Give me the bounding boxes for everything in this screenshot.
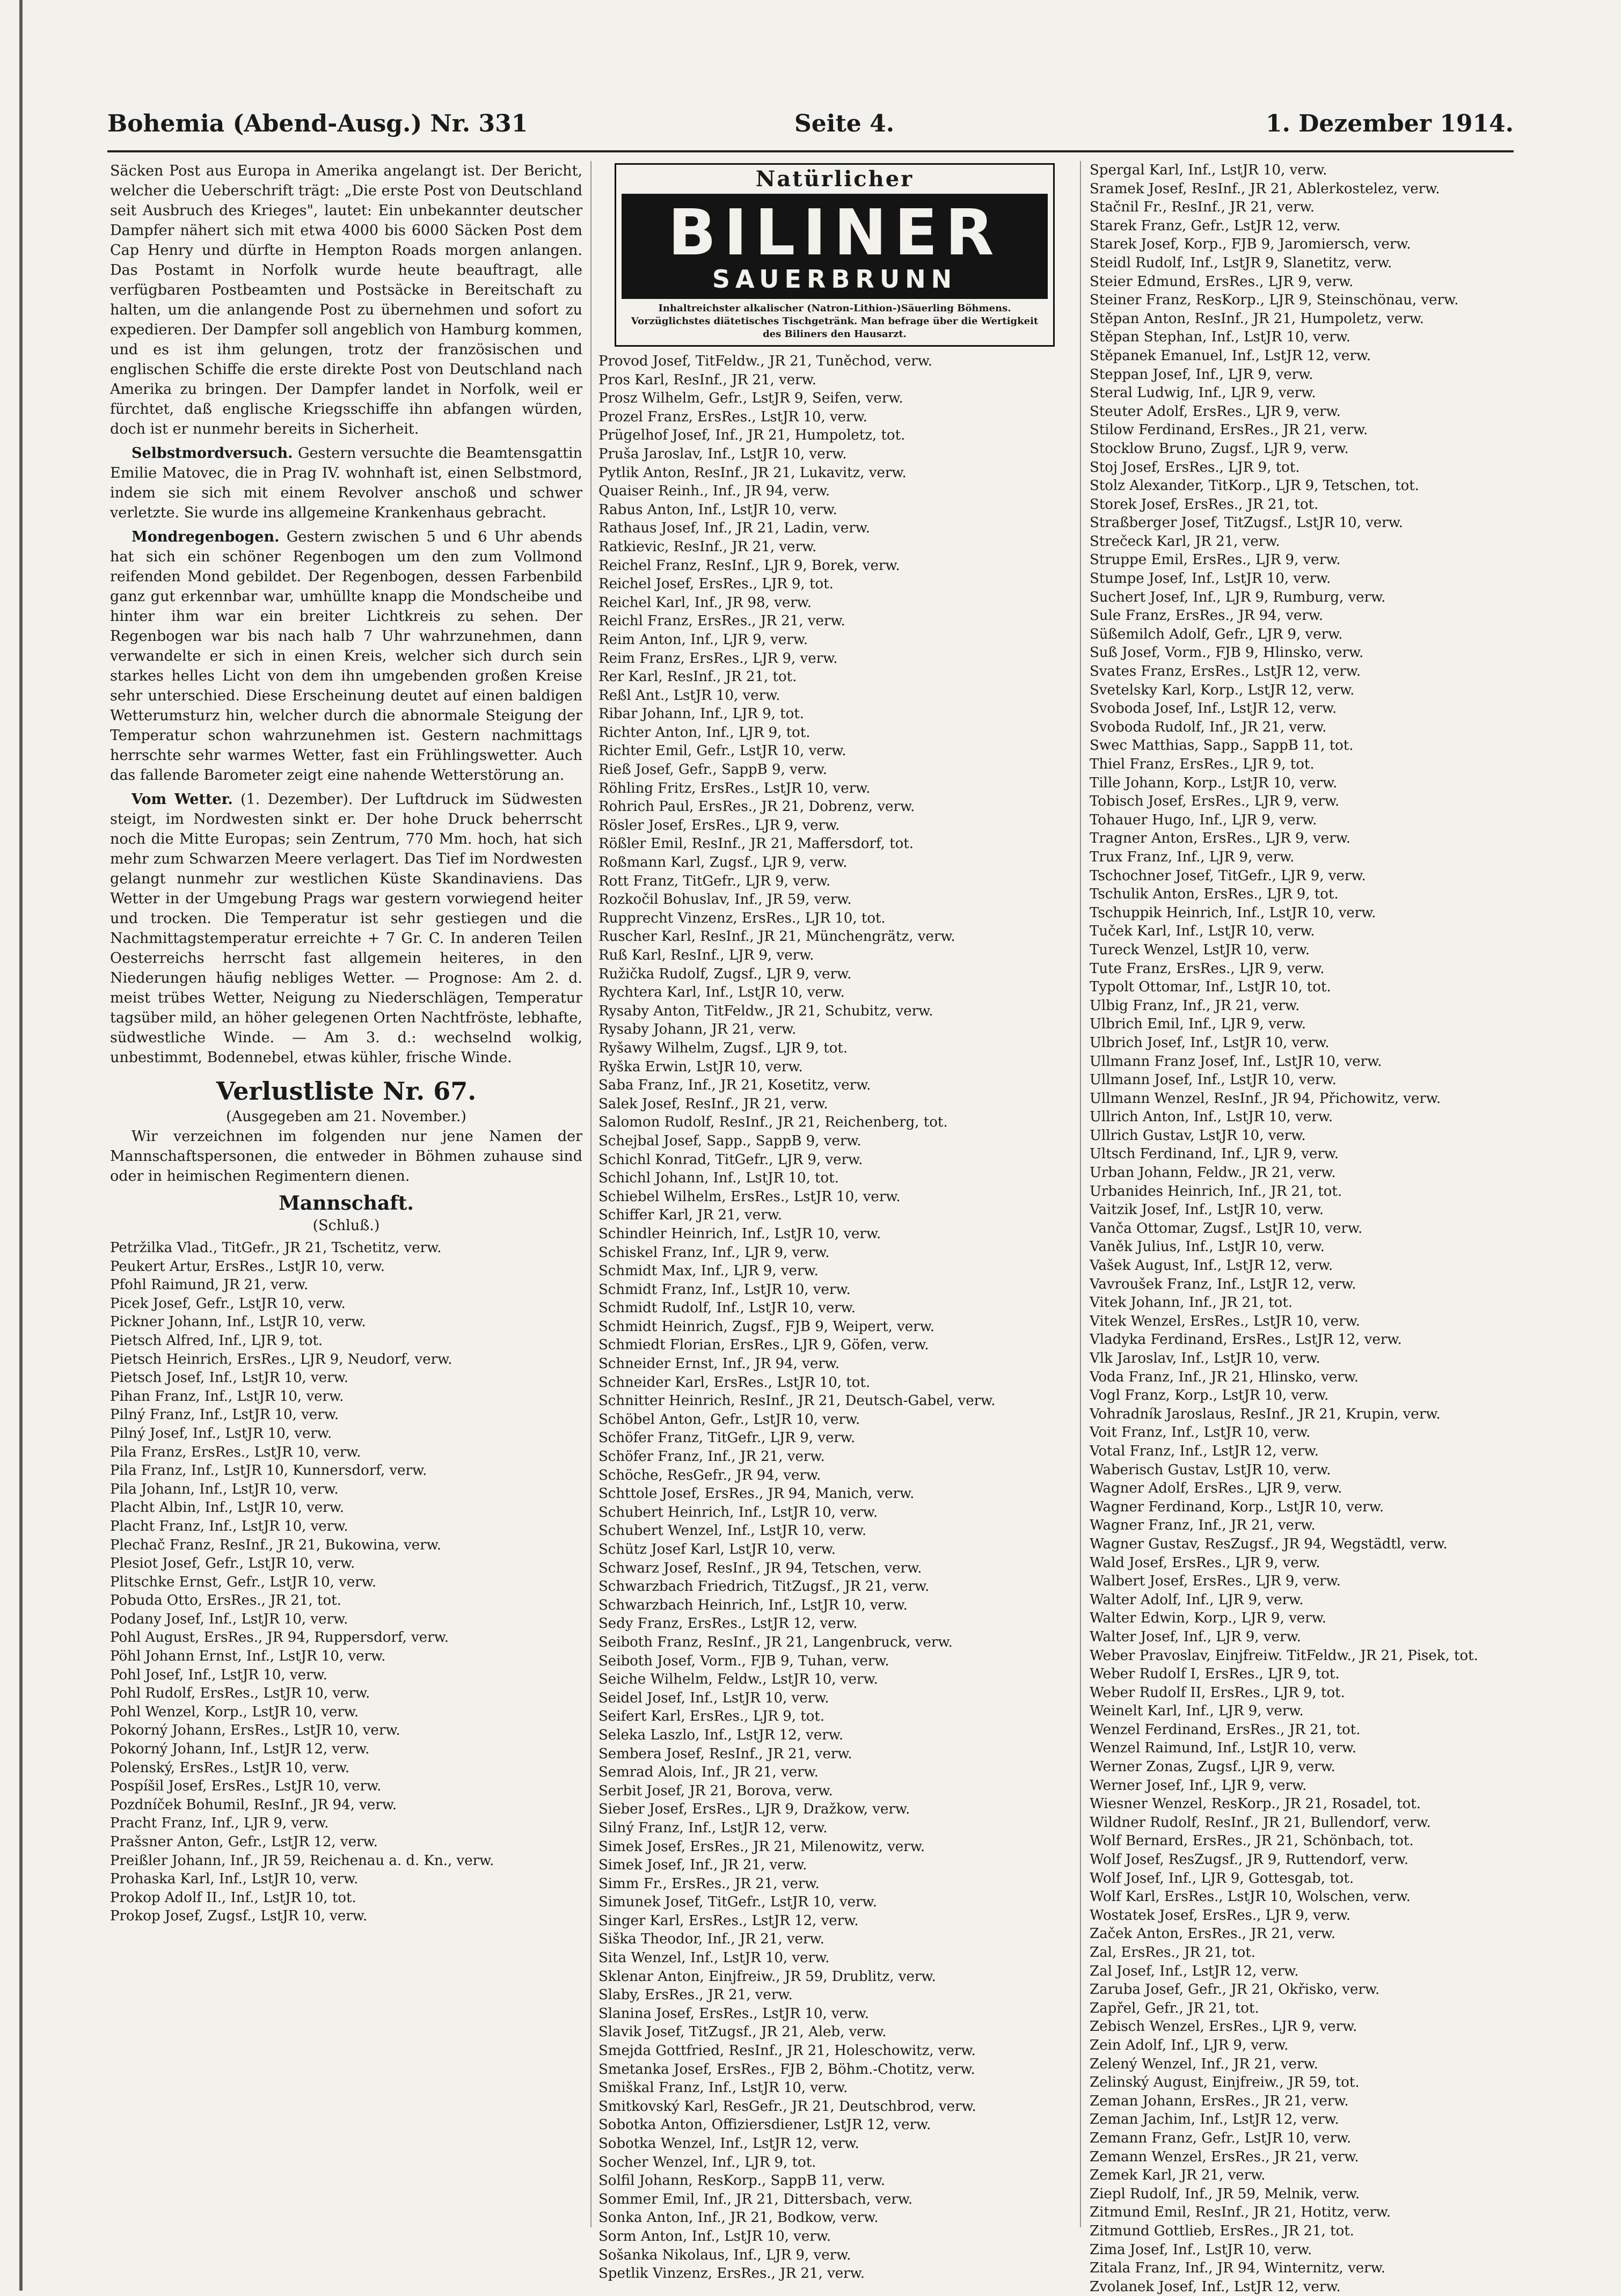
casualty-entry: Vitek Wenzel, ErsRes., LstJR 10, verw. <box>1090 1313 1360 1329</box>
casualty-entry: Ruß Karl, ResInf., LJR 9, verw. <box>598 947 814 963</box>
article-vom-wetter: Vom Wetter. (1. Dezember). Der Luftdruck im Südwesten steigt, im Nordwesten sinkt er. Der hohe Druck beherrscht noch die Mitte Europas; sein Zentrum, 770 Mm. hoch, hat sich mehr zum Schwarzen Meere verlagert. Das Tief im Nordwesten gelangt nunmehr zur westlichen Küste Skandinaviens. Das Wetter in der Umgebung Prags war gestern vorwiegend heiter und trocken. Die Temperatur ist sehr gestiegen und die Nachmittagstemperatur erreichte + 7 Gr. C. In anderen Teilen Oesterreichs herrscht fast allgemein heiteres, in den Niederungen häufig nebliges Wetter. — Prognose: Am 2. d. meist trübes Wetter, Neigung zu Niederschlägen, Temperatur tagsüber mild, an höher gelegenen Orten Nachtfröste, lebhafte, südwestliche Winde. — Am 3. d.: wechselnd wolkig, unbestimmt, Bodennebel, etwas kühler, frische Winde. <box>110 791 582 1066</box>
casualty-entry: Placht Albin, Inf., LstJR 10, verw. <box>110 1500 345 1516</box>
casualty-entry: Ziepl Rudolf, Inf., JR 59, Melnik, verw. <box>1090 2185 1360 2202</box>
casualty-entry: Tragner Anton, ErsRes., LJR 9, verw. <box>1090 830 1351 847</box>
casualty-entry: Ullmann Josef, Inf., LstJR 10, verw. <box>1090 1072 1337 1088</box>
casualty-entry: Rysaby Anton, TitFeldw., JR 21, Schubitz, verw. <box>598 1003 933 1019</box>
casualty-entry: Weber Rudolf I, ErsRes., LJR 9, tot. <box>1090 1666 1340 1683</box>
casualty-entry: Wald Josef, ErsRes., LJR 9, verw. <box>1090 1554 1320 1571</box>
casualty-entry: Zelený Wenzel, Inf., JR 21, verw. <box>1090 2056 1318 2072</box>
casualty-entry: Urbanides Heinrich, Inf., JR 21, tot. <box>1090 1183 1342 1200</box>
casualty-entry: Stoj Josef, ErsRes., LJR 9, tot. <box>1090 459 1300 476</box>
casualty-entry: Reichel Josef, ErsRes., LJR 9, tot. <box>598 576 834 593</box>
casualty-entry: Vlk Jaroslav, Inf., LstJR 10, verw. <box>1090 1350 1320 1366</box>
casualty-entry: Provod Josef, TitFeldw., JR 21, Tuněchod, verw. <box>598 353 933 369</box>
casualty-entry: Seiboth Josef, Vorm., FJB 9, Tuhan, verw. <box>598 1652 889 1669</box>
casualty-entry: Tuček Karl, Inf., LstJR 10, verw. <box>1090 923 1315 940</box>
casualty-entry: Siška Theodor, Inf., JR 21, verw. <box>598 1931 824 1948</box>
casualty-entry: Schnitter Heinrich, ResInf., JR 21, Deutsch-Gabel, verw. <box>598 1393 996 1409</box>
casualty-entry: Stumpe Josef, Inf., LstJR 10, verw. <box>1090 571 1331 587</box>
casualty-entry: Zeman Johann, ErsRes., JR 21, verw. <box>1090 2093 1349 2109</box>
verlustliste-title: Verlustliste Nr. 67. <box>216 1077 477 1106</box>
casualty-entry: Votal Franz, Inf., LstJR 12, verw. <box>1090 1443 1319 1459</box>
casualty-entry: Prozel Franz, ErsRes., LstJR 10, verw. <box>598 408 867 425</box>
casualty-entry: Pickner Johann, Inf., LstJR 10, verw. <box>110 1314 366 1330</box>
casualty-entry: Pruša Jaroslav, Inf., LstJR 10, verw. <box>598 445 847 462</box>
casualty-entry: Trux Franz, Inf., LJR 9, verw. <box>1090 849 1295 865</box>
casualty-entry: Pytlik Anton, ResInf., JR 21, Lukavitz, verw. <box>598 464 907 481</box>
casualty-entry: Pohl August, ErsRes., JR 94, Ruppersdorf, verw. <box>110 1629 449 1646</box>
casualty-entry: Wagner Gustav, ResZugsf., JR 94, Wegstädtl, verw. <box>1090 1535 1448 1552</box>
casualty-entry: Podany Josef, Inf., LstJR 10, verw. <box>110 1611 348 1627</box>
article-post-amerika: Säcken Post aus Europa in Amerika angelangt ist. Der Bericht, welcher die Ueberschrift trägt: „Die erste Post von Deutschland seit Ausbruch des Krieges", lautet: Ein unbekannter deutscher Dampfer nähert sich mit etwa 4000 bis 6000 Säcken Post dem Cap Henry und dürfte in Hempton Roads morgen anlangen. Das Postamt in Norfolk wurde heute beauftragt, alle verfügbaren Postbeamten und Postsäcke in Bereitschaft zu halten, um die anlangende Post zu übernehmen und sofort zu expedieren. Der Dampfer soll angeblich von Hamburg kommen, und es ist ihm gelungen, trotz der französischen und englischen Schiffe die erste direkte Post von Deutschland nach Amerika zu bringen. Der Dampfer landet in Norfolk, weil er fürchtet, daß englische Kriegsschiffe ihn abfangen würden, doch ist er nunmehr bereits in Sicherheit. <box>110 163 582 437</box>
casualty-entry: Serbit Josef, JR 21, Borova, verw. <box>598 1782 833 1799</box>
casualty-entry: Pilný Franz, Inf., LstJR 10, verw. <box>110 1407 339 1423</box>
casualty-entry: Tohauer Hugo, Inf., LJR 9, verw. <box>1090 811 1317 828</box>
mannschaft-heading: Mannschaft. <box>279 1192 414 1215</box>
casualty-entry: Zapřel, Gefr., JR 21, tot. <box>1090 2000 1259 2016</box>
casualty-entry: Zitala Franz, Inf., JR 94, Winternitz, verw. <box>1090 2260 1386 2277</box>
casualty-entry: Steuter Adolf, ErsRes., LJR 9, verw. <box>1090 403 1341 420</box>
casualty-entry: Wolf Karl, ErsRes., LstJR 10, Wolschen, verw. <box>1090 1889 1411 1905</box>
casualty-entry: Zal, ErsRes., JR 21, tot. <box>1090 1944 1255 1961</box>
casualty-entry: Walter Josef, Inf., LJR 9, verw. <box>1090 1628 1301 1645</box>
casualty-entry: Schwarzbach Heinrich, Inf., LstJR 10, verw. <box>598 1597 908 1613</box>
casualty-entry: Schindler Heinrich, Inf., LstJR 10, verw. <box>598 1225 881 1242</box>
casualty-entry: Tschulik Anton, ErsRes., LJR 9, tot. <box>1090 886 1339 903</box>
casualty-entry: Weber Rudolf II, ErsRes., LJR 9, tot. <box>1090 1684 1345 1701</box>
casualty-entry: Pietsch Josef, Inf., LstJR 10, verw. <box>110 1370 348 1386</box>
casualty-entry: Tschuppik Heinrich, Inf., LstJR 10, verw. <box>1090 904 1376 921</box>
ad-brand: BILINER <box>668 195 1002 269</box>
ad-product: SAUERBRUNN <box>712 265 958 294</box>
casualty-entry: Sommer Emil, Inf., JR 21, Dittersbach, verw. <box>598 2191 913 2207</box>
casualty-entry: Rupprecht Vinzenz, ErsRes., LJR 10, tot. <box>598 910 886 926</box>
casualty-entry: Seleka Laszlo, Inf., LstJR 12, verw. <box>598 1727 844 1743</box>
casualty-entry: Schmiedt Florian, ErsRes., LJR 9, Göfen, verw. <box>598 1337 929 1354</box>
casualty-entry: Reichl Franz, ErsRes., JR 21, verw. <box>598 613 845 630</box>
casualty-entry: Preißler Johann, Inf., JR 59, Reichenau a. d. Kn., verw. <box>110 1852 494 1869</box>
casualty-entry: Začek Anton, ErsRes., JR 21, verw. <box>1090 1926 1336 1942</box>
casualty-entry: Vohradník Jaroslaus, ResInf., JR 21, Krupin, verw. <box>1090 1406 1441 1422</box>
casualty-entry: Richter Anton, Inf., LJR 9, tot. <box>598 724 810 741</box>
casualty-entry: Pila Johann, Inf., LstJR 10, verw. <box>110 1481 339 1497</box>
casualty-entry: Ryšawy Wilhelm, Zugsf., LJR 9, tot. <box>598 1040 848 1056</box>
casualty-entry: Schmidt Franz, Inf., LstJR 10, verw. <box>598 1281 851 1298</box>
casualty-entry: Wagner Franz, Inf., JR 21, verw. <box>1090 1517 1316 1534</box>
header-page-number: Seite 4. <box>794 110 895 137</box>
casualty-entry: Reim Anton, Inf., LJR 9, verw. <box>598 631 808 648</box>
casualty-entry: Salomon Rudolf, ResInf., JR 21, Reichenberg, tot. <box>598 1114 948 1131</box>
casualty-entry: Suchert Josef, Inf., LJR 9, Rumburg, verw. <box>1090 589 1386 605</box>
casualty-entry: Zima Josef, Inf., LstJR 10, verw. <box>1090 2241 1312 2258</box>
casualty-entry: Ullrich Anton, Inf., LstJR 10, verw. <box>1090 1109 1333 1125</box>
casualty-entry: Rathaus Josef, Inf., JR 21, Ladin, verw. <box>598 520 871 537</box>
casualty-entry: Solfil Johann, ResKorp., SappB 11, verw. <box>598 2173 886 2189</box>
casualty-entry: Wenzel Ferdinand, ErsRes., JR 21, tot. <box>1090 1721 1361 1738</box>
casualty-entry: Pospíšil Josef, ErsRes., LstJR 10, verw. <box>110 1778 382 1795</box>
casualty-entry: Schmidt Heinrich, Zugsf., FJB 9, Weipert, verw. <box>598 1318 935 1335</box>
casualty-entry: Schichl Johann, Inf., LstJR 10, tot. <box>598 1170 839 1187</box>
casualty-entry: Sembera Josef, ResInf., JR 21, verw. <box>598 1745 852 1762</box>
casualty-entry: Seidel Josef, Inf., LstJR 10, verw. <box>598 1690 829 1706</box>
casualty-entry: Stěpan Anton, ResInf., JR 21, Humpoletz, verw. <box>1090 310 1425 327</box>
casualty-entry: Pracht Franz, Inf., LJR 9, verw. <box>110 1815 329 1832</box>
casualty-entry: Sobotka Anton, Offiziersdiener, LstJR 12, verw. <box>598 2117 931 2133</box>
casualty-entry: Pohl Rudolf, ErsRes., LstJR 10, verw. <box>110 1685 370 1702</box>
casualty-entry: Stačnil Fr., ResInf., JR 21, verw. <box>1090 199 1315 216</box>
casualty-entry: Pietsch Alfred, Inf., LJR 9, tot. <box>110 1332 323 1349</box>
casualty-entry: Walbert Josef, ErsRes., LJR 9, verw. <box>1090 1573 1341 1590</box>
casualty-entry: Svetelsky Karl, Korp., LstJR 12, verw. <box>1090 682 1355 698</box>
casualty-entry: Schneider Ernst, Inf., JR 94, verw. <box>598 1356 840 1372</box>
page-header <box>107 110 1514 148</box>
casualty-entry: Simek Josef, Inf., JR 21, verw. <box>598 1857 807 1874</box>
casualty-entry: Schichl Konrad, TitGefr., LJR 9, verw. <box>598 1151 863 1168</box>
casualty-entry: Zal Josef, Inf., LstJR 12, verw. <box>1090 1963 1299 1979</box>
casualty-entry: Ratkievic, ResInf., JR 21, verw. <box>598 538 817 555</box>
casualty-entry: Zelinský August, Einjfreiw., JR 59, tot. <box>1090 2074 1360 2091</box>
casualty-entry: Sedy Franz, ErsRes., LstJR 12, verw. <box>598 1615 858 1632</box>
casualty-entry: Seiboth Franz, ResInf., JR 21, Langenbruck, verw. <box>598 1634 953 1650</box>
casualty-entry: Simm Fr., ErsRes., JR 21, verw. <box>598 1875 820 1892</box>
casualty-entry: Süßemilch Adolf, Gefr., LJR 9, verw. <box>1090 626 1343 642</box>
casualty-entry: Saba Franz, Inf., JR 21, Kosetitz, verw. <box>598 1077 871 1094</box>
casualty-entry: Tschochner Josef, TitGefr., LJR 9, verw. <box>1090 867 1366 884</box>
casualty-entry: Socher Wenzel, Inf., LJR 9, tot. <box>598 2154 816 2170</box>
casualty-entry: Typolt Ottomar, Inf., LstJR 10, tot. <box>1090 979 1331 996</box>
casualty-entry: Ruscher Karl, ResInf., JR 21, Münchengrätz, verw. <box>598 928 955 945</box>
casualty-entry: Steidl Rudolf, Inf., LstJR 9, Slanetitz, verw. <box>1090 254 1392 271</box>
casualty-entry: Sorm Anton, Inf., LstJR 10, verw. <box>598 2228 831 2244</box>
casualty-entry: Vladyka Ferdinand, ErsRes., LstJR 12, verw. <box>1090 1332 1402 1348</box>
casualty-entry: Tute Franz, ErsRes., LJR 9, verw. <box>1090 960 1325 977</box>
casualty-entry: Wostatek Josef, ErsRes., LJR 9, verw. <box>1090 1907 1351 1924</box>
casualty-entry: Semrad Alois, Inf., JR 21, verw. <box>598 1764 819 1781</box>
casualty-entry: Tille Johann, Korp., LstJR 10, verw. <box>1090 774 1338 791</box>
casualty-entry: Zeman Jachim, Inf., LstJR 12, verw. <box>1090 2111 1339 2128</box>
casualty-entry: Sita Wenzel, Inf., LstJR 10, verw. <box>598 1950 830 1966</box>
casualty-entry: Stocklow Bruno, Zugsf., LJR 9, verw. <box>1090 440 1349 457</box>
casualty-entry: Polenský, ErsRes., LstJR 10, verw. <box>110 1759 350 1776</box>
casualty-entry: Pfohl Raimund, JR 21, verw. <box>110 1277 309 1293</box>
header-rule <box>107 150 1514 152</box>
casualty-entry: Thiel Franz, ErsRes., LJR 9, tot. <box>1090 756 1315 772</box>
column-separator <box>590 161 592 2227</box>
casualty-entry: Smejda Gottfried, ResInf., JR 21, Holeschowitz, verw. <box>598 2043 976 2059</box>
casualty-entry: Svoboda Josef, Inf., LstJR 12, verw. <box>1090 700 1337 717</box>
casualty-entry: Röhling Fritz, ErsRes., LstJR 10, verw. <box>598 780 871 796</box>
casualty-entry: Steral Ludwig, Inf., LJR 9, verw. <box>1090 385 1316 401</box>
casualty-entry: Rösler Josef, ErsRes., LJR 9, verw. <box>598 817 840 833</box>
casualty-entry: Picek Josef, Gefr., LstJR 10, verw. <box>110 1295 346 1312</box>
casualty-entry: Schwarzbach Friedrich, TitZugsf., JR 21, verw. <box>598 1578 930 1595</box>
casualty-entry: Schttole Josef, ErsRes., JR 94, Manich, verw. <box>598 1486 915 1502</box>
casualty-entry: Ultsch Ferdinand, Inf., LJR 9, verw. <box>1090 1146 1339 1162</box>
casualty-entry: Schmidt Rudolf, Inf., LstJR 10, verw. <box>598 1300 856 1317</box>
casualty-entry: Slanina Josef, ErsRes., LstJR 10, verw. <box>598 2005 869 2022</box>
casualty-entry: Zebisch Wenzel, ErsRes., LJR 9, verw. <box>1090 2019 1357 2035</box>
page-edge-line <box>19 0 23 2291</box>
casualty-entry: Stěpanek Emanuel, Inf., LstJR 12, verw. <box>1090 347 1371 364</box>
casualty-entry: Sieber Josef, ErsRes., LJR 9, Dražkow, verw. <box>598 1801 910 1818</box>
casualty-entry: Prokop Josef, Zugsf., LstJR 10, verw. <box>110 1908 368 1925</box>
casualty-entry: Schöfer Franz, Inf., JR 21, verw. <box>598 1449 825 1465</box>
casualty-entry: Zaruba Josef, Gefr., JR 21, Okřisko, verw. <box>1090 1981 1380 1998</box>
casualty-entry: Werner Zonas, Zugsf., LJR 9, verw. <box>1090 1759 1335 1775</box>
casualty-entry: Pila Franz, Inf., LstJR 10, Kunnersdorf, verw. <box>110 1463 427 1479</box>
casualty-entry: Schiffer Karl, JR 21, verw. <box>598 1207 782 1224</box>
casualty-entry: Rohrich Paul, ErsRes., JR 21, Dobrenz, verw. <box>598 799 915 815</box>
casualty-entry: Wagner Adolf, ErsRes., LJR 9, verw. <box>1090 1480 1342 1497</box>
casualty-entry: Ulbig Franz, Inf., JR 21, verw. <box>1090 997 1300 1014</box>
casualty-entry: Plechač Franz, ResInf., JR 21, Bukowina, verw. <box>110 1537 442 1553</box>
casualty-entry: Ullrich Gustav, LstJR 10, verw. <box>1090 1127 1306 1144</box>
casualty-entry: Struppe Emil, ErsRes., LJR 9, verw. <box>1090 552 1341 568</box>
casualty-entry: Sonka Anton, Inf., JR 21, Bodkow, verw. <box>598 2210 879 2226</box>
casualty-list-3 <box>1090 161 1562 2296</box>
casualty-entry: Prašsner Anton, Gefr., LstJR 12, verw. <box>110 1834 378 1850</box>
casualty-entry: Sklenar Anton, Einjfreiw., JR 59, Drublitz, verw. <box>598 1968 936 1985</box>
casualty-entry: Reichel Franz, ResInf., LJR 9, Borek, verw. <box>598 557 900 574</box>
casualty-entry: Weber Pravoslav, Einjfreiw. TitFeldw., JR 21, Pisek, tot. <box>1090 1647 1478 1664</box>
casualty-entry: Ulbrich Josef, Inf., LstJR 10, verw. <box>1090 1034 1330 1051</box>
casualty-entry: Wiesner Wenzel, ResKorp., JR 21, Rosadel, tot. <box>1090 1796 1421 1812</box>
casualty-entry: Strečeck Karl, JR 21, verw. <box>1090 533 1280 550</box>
casualty-entry: Plitschke Ernst, Gefr., LstJR 10, verw. <box>110 1574 377 1590</box>
casualty-entry: Zvolanek Josef, Inf., LstJR 12, verw. <box>1090 2278 1341 2295</box>
casualty-entry: Starek Josef, Korp., FJB 9, Jaromiersch, verw. <box>1090 236 1411 253</box>
casualty-entry: Pobuda Otto, ErsRes., JR 21, tot. <box>110 1592 341 1609</box>
casualty-entry: Prokop Adolf II., Inf., LstJR 10, tot. <box>110 1889 356 1906</box>
casualty-entry: Stilow Ferdinand, ErsRes., JR 21, verw. <box>1090 422 1368 438</box>
casualty-entry: Svates Franz, ErsRes., LstJR 12, verw. <box>1090 663 1361 680</box>
casualty-entry: Voda Franz, Inf., JR 21, Hlinsko, verw. <box>1090 1369 1359 1385</box>
casualty-list-2 <box>598 352 1071 2283</box>
casualty-entry: Schöbel Anton, Gefr., LstJR 10, verw. <box>598 1411 860 1428</box>
casualty-entry: Voit Franz, Inf., LstJR 10, verw. <box>1090 1424 1311 1441</box>
casualty-entry: Pokorný Johann, ErsRes., LstJR 10, verw. <box>110 1722 400 1739</box>
casualty-entry: Placht Franz, Inf., LstJR 10, verw. <box>110 1518 348 1534</box>
casualty-entry: Wolf Bernard, ErsRes., JR 21, Schönbach, tot. <box>1090 1833 1414 1849</box>
casualty-entry: Rozkočil Bohuslav, Inf., JR 59, verw. <box>598 891 852 908</box>
casualty-entry: Rabus Anton, Inf., LstJR 10, verw. <box>598 501 837 518</box>
casualty-entry: Reßl Ant., LstJR 10, verw. <box>598 687 780 704</box>
casualty-entry: Slaby, ErsRes., JR 21, verw. <box>598 1987 793 2003</box>
casualty-entry: Roßmann Karl, Zugsf., LJR 9, verw. <box>598 854 848 871</box>
casualty-entry: Simunek Josef, TitGefr., LstJR 10, verw. <box>598 1894 877 1911</box>
casualty-entry: Pokorný Johann, Inf., LstJR 12, verw. <box>110 1741 370 1758</box>
casualty-entry: Rysaby Johann, JR 21, verw. <box>598 1021 797 1038</box>
casualty-entry: Vaněk Julius, Inf., LstJR 10, verw. <box>1090 1239 1325 1255</box>
casualty-entry: Zitmund Emil, ResInf., JR 21, Hotitz, verw. <box>1090 2204 1391 2221</box>
casualty-entry: Tobisch Josef, ErsRes., LJR 9, verw. <box>1090 793 1340 810</box>
casualty-entry: Quaiser Reinh., Inf., JR 94, verw. <box>598 483 830 500</box>
casualty-entry: Schöfer Franz, TitGefr., LJR 9, verw. <box>598 1430 856 1446</box>
casualty-entry: Simek Josef, ErsRes., JR 21, Milenowitz, verw. <box>598 1838 925 1855</box>
casualty-entry: Werner Josef, Inf., LJR 9, verw. <box>1090 1777 1307 1794</box>
casualty-entry: Sramek Josef, ResInf., JR 21, Ablerkostelez, verw. <box>1090 180 1440 197</box>
schluss-note: (Schluß.) <box>312 1217 380 1234</box>
casualty-entry: Wildner Rudolf, ResInf., JR 21, Bullendorf, verw. <box>1090 1814 1431 1831</box>
casualty-entry: Rer Karl, ResInf., JR 21, tot. <box>598 669 797 685</box>
casualty-entry: Ribar Johann, Inf., LJR 9, tot. <box>598 706 804 722</box>
casualty-entry: Zemann Franz, Gefr., LstJR 10, verw. <box>1090 2130 1352 2146</box>
casualty-entry: Pihan Franz, Inf., LstJR 10, verw. <box>110 1388 344 1405</box>
ad-logo-box <box>622 194 1048 299</box>
casualty-entry: Wolf Josef, Inf., LJR 9, Gottesgab, tot. <box>1090 1870 1354 1886</box>
casualty-entry: Smiškal Franz, Inf., LstJR 10, verw. <box>598 2080 848 2096</box>
article-selbstmordversuch: Selbstmordversuch. Gestern versuchte die Beamtensgattin Emilie Matovec, die in Prag IV. wohnhaft ist, einen Selbstmord, indem sie sich mit einem Revolver anschoß und schwer verletzte. Sie wurde ins allgemeine Krankenhaus gebracht. <box>110 445 582 521</box>
casualty-entry: Urban Johann, Feldw., JR 21, verw. <box>1090 1165 1336 1181</box>
casualty-entry: Vogl Franz, Korp., LstJR 10, verw. <box>1090 1387 1329 1404</box>
casualty-entry: Sule Franz, ErsRes., JR 94, verw. <box>1090 608 1324 624</box>
casualty-entry: Schiskel Franz, Inf., LJR 9, verw. <box>598 1244 830 1261</box>
casualty-entry: Ullmann Franz Josef, Inf., LstJR 10, verw. <box>1090 1053 1382 1070</box>
casualty-entry: Plesiot Josef, Gefr., LstJR 10, verw. <box>110 1555 355 1572</box>
casualty-entry: Reichel Karl, Inf., JR 98, verw. <box>598 594 812 611</box>
header-date: 1. Dezember 1914. <box>1266 110 1514 137</box>
casualty-entry: Vavroušek Franz, Inf., LstJR 12, verw. <box>1090 1276 1356 1292</box>
casualty-entry: Ryška Erwin, LstJR 10, verw. <box>598 1058 803 1075</box>
casualty-entry: Schiebel Wilhelm, ErsRes., LstJR 10, verw. <box>598 1188 901 1205</box>
casualty-entry: Prohaska Karl, Inf., LstJR 10, verw. <box>110 1871 359 1888</box>
casualty-entry: Richter Emil, Gefr., LstJR 10, verw. <box>598 743 846 759</box>
casualty-entry: Petržilka Vlad., TitGefr., JR 21, Tschetitz, verw. <box>110 1240 442 1256</box>
casualty-list-1 <box>110 1239 582 1926</box>
casualty-entry: Salek Josef, ResInf., JR 21, verw. <box>598 1095 828 1112</box>
casualty-entry: Waberisch Gustav, LstJR 10, verw. <box>1090 1461 1331 1478</box>
casualty-entry: Zein Adolf, Inf., LJR 9, verw. <box>1090 2037 1289 2053</box>
casualty-entry: Schmidt Max, Inf., LJR 9, verw. <box>598 1263 819 1279</box>
casualty-entry: Pros Karl, ResInf., JR 21, verw. <box>598 371 817 388</box>
casualty-entry: Ullmann Wenzel, ResInf., JR 94, Přichowitz, verw. <box>1090 1090 1441 1107</box>
casualty-entry: Smetanka Josef, ErsRes., FJB 2, Böhm.-Chotitz, verw. <box>598 2061 975 2078</box>
casualty-entry: Pilný Josef, Inf., LstJR 10, verw. <box>110 1425 332 1442</box>
casualty-entry: Vašek August, Inf., LstJR 12, verw. <box>1090 1257 1333 1274</box>
casualty-entry: Seifert Karl, ErsRes., LJR 9, tot. <box>598 1708 825 1725</box>
casualty-entry: Sošanka Nikolaus, Inf., LJR 9, verw. <box>598 2247 851 2263</box>
casualty-entry: Steppan Josef, Inf., LJR 9, verw. <box>1090 366 1313 383</box>
casualty-entry: Walter Adolf, Inf., LJR 9, verw. <box>1090 1591 1304 1608</box>
casualty-entry: Schwarz Josef, ResInf., JR 94, Tetschen, verw. <box>598 1560 922 1576</box>
column-1 <box>110 161 582 2254</box>
casualty-entry: Rößler Emil, ResInf., JR 21, Maffersdorf, tot. <box>598 836 914 852</box>
casualty-entry: Spergal Karl, Inf., LstJR 10, verw. <box>1090 162 1327 178</box>
casualty-entry: Svoboda Rudolf, Inf., JR 21, verw. <box>1090 719 1327 735</box>
casualty-entry: Zemek Karl, JR 21, verw. <box>1090 2167 1266 2184</box>
casualty-entry: Prosz Wilhelm, Gefr., LstJR 9, Seifen, verw. <box>598 390 903 407</box>
column-3 <box>1090 161 1562 2295</box>
article-mondregenbogen: Mondregenbogen. Gestern zwischen 5 und 6 Uhr abends hat sich ein schöner Regenbogen um den zum Vollmond reifenden Mond gebildet. Der Regenbogen, dessen Farbenbild ganz gut erkennbar war, umhüllte knapp die Mondscheibe und hinter ihm war ein breiter Lichtkreis zu sehen. Der Regenbogen war bis nach halb 7 Uhr wahrzunehmen, dann verwandelte er sich in einen Kreis, welcher sich durch sein starkes helles Licht von dem ihn umgebenden großen Kreise sehr unterschied. Diese Erscheinung deutet auf einen baldigen Wetterumsturz hin, welcher durch die abnormale Steigung der Temperatur schon wahrzunehmen ist. Gestern nachmittags herrschte sehr warmes Wetter, fast ein Frühlingswetter. Auch das fallende Barometer zeigt eine nahende Wetterstörung an. <box>110 529 582 784</box>
casualty-entry: Rychtera Karl, Inf., LstJR 10, verw. <box>598 984 845 1001</box>
casualty-entry: Rott Franz, TitGefr., LJR 9, verw. <box>598 873 831 889</box>
casualty-entry: Stěpan Stephan, Inf., LstJR 10, verw. <box>1090 329 1350 346</box>
column-2 <box>598 161 1071 2282</box>
ad-tagline: Natürlicher <box>755 166 914 192</box>
casualty-entry: Ulbrich Emil, Inf., LJR 9, verw. <box>1090 1016 1306 1033</box>
casualty-entry: Vitek Johann, Inf., JR 21, tot. <box>1090 1295 1293 1311</box>
column-separator <box>1080 161 1081 2227</box>
casualty-entry: Schneider Karl, ErsRes., LstJR 10, tot. <box>598 1374 871 1391</box>
casualty-entry: Wolf Josef, ResZugsf., JR 9, Ruttendorf, verw. <box>1090 1852 1409 1868</box>
casualty-entry: Wenzel Raimund, Inf., LstJR 10, verw. <box>1090 1740 1357 1757</box>
casualty-entry: Schubert Wenzel, Inf., LstJR 10, verw. <box>598 1523 867 1539</box>
casualty-entry: Smitkovský Karl, ResGefr., JR 21, Deutschbrod, verw. <box>598 2098 976 2115</box>
casualty-entry: Reim Franz, ErsRes., LJR 9, verw. <box>598 650 838 667</box>
casualty-entry: Spetlik Vinzenz, ErsRes., JR 21, verw. <box>598 2265 865 2282</box>
casualty-entry: Prügelhof Josef, Inf., JR 21, Humpoletz, tot. <box>598 427 906 444</box>
casualty-entry: Zemann Wenzel, ErsRes., JR 21, verw. <box>1090 2148 1359 2165</box>
casualty-entry: Seiche Wilhelm, Feldw., LstJR 10, verw. <box>598 1671 878 1688</box>
casualty-entry: Storek Josef, ErsRes., JR 21, tot. <box>1090 496 1319 513</box>
casualty-entry: Vaitzik Josef, Inf., LstJR 10, verw. <box>1090 1202 1324 1218</box>
casualty-entry: Pozdníček Bohumil, ResInf., JR 94, verw. <box>110 1796 397 1813</box>
casualty-entry: Ružička Rudolf, Zugsf., LJR 9, verw. <box>598 966 852 982</box>
casualty-entry: Peukert Artur, ErsRes., LstJR 10, verw. <box>110 1258 385 1275</box>
ad-description: Inhaltreichster alkalischer (Natron-Lithion-)Säuerling Böhmens. Vorzüglichstes diätetisches Tischgetränk. Man befrage über die Wertigkeit des Biliners den Hausarzt. <box>631 303 1039 340</box>
header-masthead: Bohemia (Abend-Ausg.) Nr. 331 <box>107 110 528 137</box>
casualty-entry: Singer Karl, ErsRes., LstJR 12, verw. <box>598 1912 859 1929</box>
casualty-entry: Steiner Franz, ResKorp., LJR 9, Steinschönau, verw. <box>1090 292 1459 309</box>
biliner-advertisement <box>615 163 1055 347</box>
casualty-entry: Vanča Ottomar, Zugsf., LstJR 10, verw. <box>1090 1220 1363 1237</box>
casualty-entry: Pila Franz, ErsRes., LstJR 10, verw. <box>110 1444 361 1460</box>
casualty-entry: Sobotka Wenzel, Inf., LstJR 12, verw. <box>598 2136 859 2152</box>
casualty-entry: Schubert Heinrich, Inf., LstJR 10, verw. <box>598 1504 878 1520</box>
casualty-entry: Slavik Josef, TitZugsf., JR 21, Aleb, verw. <box>598 2024 887 2041</box>
casualty-entry: Pohl Wenzel, Korp., LstJR 10, verw. <box>110 1703 359 1720</box>
casualty-entry: Walter Edwin, Korp., LJR 9, verw. <box>1090 1610 1327 1627</box>
casualty-entry: Steier Edmund, ErsRes., LJR 9, verw. <box>1090 273 1354 290</box>
casualty-entry: Stolz Alexander, TitKorp., LJR 9, Tetschen, tot. <box>1090 478 1419 494</box>
verlustliste-date: (Ausgegeben am 21. November.) <box>226 1108 466 1125</box>
casualty-entry: Suß Josef, Vorm., FJB 9, Hlinsko, verw. <box>1090 645 1364 661</box>
casualty-entry: Schejbal Josef, Sapp., SappB 9, verw. <box>598 1132 861 1149</box>
casualty-entry: Tureck Wenzel, LstJR 10, verw. <box>1090 941 1310 958</box>
casualty-entry: Weinelt Karl, Inf., LJR 9, verw. <box>1090 1703 1304 1720</box>
casualty-entry: Pohl Josef, Inf., LstJR 10, verw. <box>110 1666 327 1683</box>
casualty-entry: Pietsch Heinrich, ErsRes., LJR 9, Neudorf, verw. <box>110 1351 452 1368</box>
casualty-entry: Silný Franz, Inf., LstJR 12, verw. <box>598 1819 828 1836</box>
casualty-entry: Straßberger Josef, TitZugsf., LstJR 10, verw. <box>1090 515 1404 531</box>
casualty-entry: Zitmund Gottlieb, ErsRes., JR 21, tot. <box>1090 2222 1354 2239</box>
casualty-entry: Schütz Josef Karl, LstJR 10, verw. <box>598 1541 836 1558</box>
casualty-entry: Swec Matthias, Sapp., SappB 11, tot. <box>1090 737 1354 754</box>
casualty-entry: Starek Franz, Gefr., LstJR 12, verw. <box>1090 217 1341 234</box>
casualty-entry: Pöhl Johann Ernst, Inf., LstJR 10, verw. <box>110 1648 386 1665</box>
casualty-entry: Schöche, ResGefr., JR 94, verw. <box>598 1467 821 1483</box>
casualty-entry: Rieß Josef, Gefr., SappB 9, verw. <box>598 762 828 778</box>
casualty-entry: Wagner Ferdinand, Korp., LstJR 10, verw. <box>1090 1498 1384 1515</box>
verlustliste-intro: Wir verzeichnen im folgenden nur jene Namen der Mannschaftspersonen, die entweder in Böhmen zuhause sind oder in heimischen Regimentern dienen. <box>110 1128 582 1184</box>
